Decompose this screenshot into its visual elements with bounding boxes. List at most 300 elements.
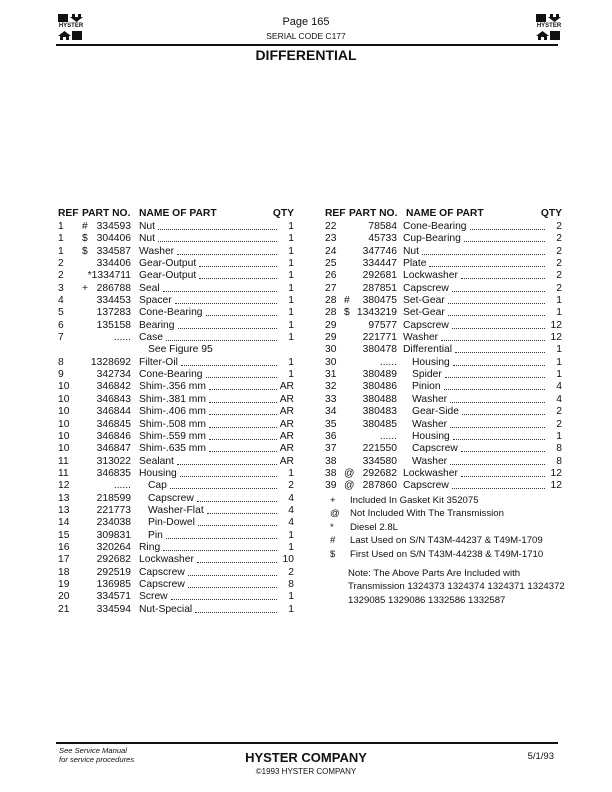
quantity: 2 (556, 245, 562, 257)
dot-leader (158, 241, 277, 242)
part-name-text: Lockwasher (139, 554, 194, 566)
company-name: HYSTER COMPANY (245, 750, 367, 765)
table-row (325, 258, 562, 270)
part-name-text: Gear-Output (139, 270, 197, 282)
ref-number: 37 (325, 443, 337, 455)
part-name (139, 270, 279, 282)
part-number: 334580 (362, 455, 397, 467)
quantity: 12 (550, 319, 562, 331)
ref-number: 22 (325, 221, 337, 232)
part-name (403, 307, 547, 319)
table-row (58, 394, 294, 406)
dot-leader (209, 427, 277, 428)
dot-leader (448, 303, 545, 304)
quantity: 1 (288, 591, 294, 603)
table-row (58, 505, 294, 517)
ref-number: 10 (58, 418, 70, 430)
ref-number: 33 (325, 393, 337, 405)
part-name (403, 320, 547, 332)
part-name (412, 406, 547, 418)
table-row (325, 307, 562, 319)
dot-leader (197, 501, 277, 502)
footnote-symbol: + (330, 495, 336, 506)
table-row (58, 493, 294, 505)
service-line-1: See Service Manual (59, 746, 127, 755)
part-number: 292681 (362, 270, 397, 282)
part-number: 1343219 (356, 307, 397, 319)
table-row (58, 431, 294, 443)
footnote-text: First Used on S/N T43M-44238 & T49M-1710 (350, 548, 544, 560)
part-name (148, 505, 279, 517)
table-row (58, 554, 294, 566)
footnote-symbol: $ (330, 548, 336, 560)
ref-number: 4 (58, 295, 64, 307)
table-row (325, 468, 562, 480)
table-row (58, 530, 294, 542)
ref-number: 25 (325, 258, 337, 270)
revision-date: 5/1/93 (527, 751, 554, 762)
part-number: 334594 (96, 603, 131, 615)
quantity: 1 (556, 307, 562, 319)
ref-number: 1 (58, 245, 64, 257)
part-name (412, 394, 547, 406)
part-name-text: Capscrew (139, 578, 185, 590)
ref-number: 28 (325, 295, 337, 307)
footnote-mark: $ (82, 245, 88, 257)
part-name (412, 357, 547, 369)
part-name (139, 295, 279, 307)
quantity: 1 (288, 221, 294, 232)
ref-number: 15 (58, 529, 70, 541)
part-name (403, 344, 547, 356)
part-number: *1334711 (87, 270, 131, 282)
part-name-text: Capscrew (139, 566, 185, 578)
table-row (58, 468, 294, 480)
dot-leader (209, 451, 277, 452)
part-name (148, 480, 279, 492)
table-row (325, 332, 562, 344)
part-number: 346842 (96, 381, 131, 393)
ref-number: 13 (58, 492, 70, 504)
page-number: Page 165 (282, 16, 330, 28)
dot-leader (177, 254, 277, 255)
part-number: 380488 (362, 393, 397, 405)
part-name (139, 258, 279, 270)
quantity: AR (279, 430, 294, 442)
part-number: 380478 (362, 344, 397, 356)
dot-leader (206, 377, 277, 378)
part-name-text: Spacer (139, 295, 172, 307)
dot-leader (450, 464, 545, 465)
part-name-text: Pin-Dowel (148, 517, 195, 529)
footnote (330, 521, 398, 534)
part-name (139, 443, 279, 455)
footnote-symbol: @ (330, 508, 340, 520)
col-qty: QTY (540, 208, 562, 219)
dot-leader (461, 451, 545, 452)
part-number: 380486 (362, 381, 397, 393)
part-name (403, 332, 547, 344)
table-row (325, 443, 562, 455)
part-name-text: Nut (139, 221, 156, 232)
part-name (412, 381, 547, 393)
col-ref: REF (325, 208, 346, 219)
dot-leader (209, 389, 277, 390)
table-row (325, 295, 562, 307)
table-row (325, 431, 562, 443)
dot-leader (450, 402, 545, 403)
ref-number: 10 (58, 381, 70, 393)
ref-number: 16 (58, 541, 70, 553)
part-name-text: Pinion (412, 381, 441, 393)
table-row (58, 406, 294, 418)
part-number: 346846 (96, 430, 131, 442)
dot-leader (163, 550, 277, 551)
table-row (325, 419, 562, 431)
quantity: 1 (288, 282, 294, 294)
quantity: 12 (550, 480, 562, 492)
part-number: 346845 (96, 418, 131, 430)
ref-number: 31 (325, 369, 337, 381)
quantity: 1 (556, 344, 562, 356)
part-number: 292519 (96, 566, 131, 578)
ref-number: 12 (58, 480, 70, 492)
part-name-text: Capscrew (403, 319, 449, 331)
table-row (325, 456, 562, 468)
dot-leader (199, 278, 277, 279)
ref-number: 26 (325, 270, 337, 282)
ref-number: 6 (58, 319, 64, 331)
part-name-text: Shim-.559 mm (139, 430, 206, 442)
quantity: 1 (288, 233, 294, 245)
part-number: 286788 (96, 282, 131, 294)
part-name (412, 419, 547, 431)
footnote-text: Included In Gasket Kit 352075 (350, 495, 479, 506)
dot-leader (199, 266, 277, 267)
table-row (58, 381, 294, 393)
dot-leader (188, 587, 277, 588)
part-number: 334587 (96, 245, 131, 257)
part-number: 380485 (362, 418, 397, 430)
part-name-text: Housing (412, 430, 450, 442)
part-name-text: Washer (412, 418, 448, 430)
footnote (330, 548, 543, 561)
part-name-text: Lockwasher (403, 467, 458, 479)
table-row (58, 344, 294, 356)
header-divider (56, 44, 558, 46)
part-name-text: Nut-Special (139, 603, 193, 615)
ref-number: 14 (58, 517, 70, 529)
quantity: AR (279, 418, 294, 430)
quantity: 1 (288, 369, 294, 381)
ref-number: 10 (58, 443, 70, 455)
transmission-note: Note: The Above Parts Are Included with Transmission 1324373 1324374 1324371 1324372 1329085 1329086 1332586 1332587 (348, 568, 565, 606)
part-name-text: Cap (148, 480, 167, 492)
part-name (412, 369, 547, 381)
ref-number: 10 (58, 393, 70, 405)
col-name: NAME OF PART (406, 208, 484, 219)
part-name-text: Washer (412, 393, 448, 405)
parts-table-right (325, 208, 562, 493)
footnote-text: Diesel 2.8L (350, 521, 398, 533)
quantity: 12 (550, 332, 562, 344)
table-row (325, 283, 562, 295)
ref-number: 30 (325, 356, 337, 368)
part-name (412, 431, 547, 443)
part-name-text: Bearing (139, 319, 175, 331)
ref-number: 28 (325, 307, 337, 319)
part-name-text: Gear-Output (139, 258, 197, 270)
ref-number: 19 (58, 578, 70, 590)
table-row (325, 381, 562, 393)
part-name-text: Cone-Bearing (139, 307, 203, 319)
part-number: 380475 (362, 295, 397, 307)
part-number: 218599 (96, 492, 131, 504)
part-name-text: Shim-.508 mm (139, 418, 206, 430)
footnote-mark: # (344, 295, 350, 307)
ref-number: 38 (325, 467, 337, 479)
dot-leader (170, 488, 277, 489)
part-name (148, 530, 279, 542)
hyster-logo-right (536, 14, 562, 40)
part-name-text: Capscrew (403, 480, 449, 492)
part-name (139, 394, 279, 406)
dot-leader (180, 476, 277, 477)
ref-number: 7 (58, 332, 64, 344)
parts-table-left (58, 208, 294, 616)
part-name (148, 517, 279, 529)
quantity: 2 (288, 480, 294, 492)
table-row (325, 344, 562, 356)
quantity: 1 (556, 369, 562, 381)
dot-leader (453, 365, 545, 366)
table-row (58, 567, 294, 579)
part-number: 221550 (362, 443, 397, 455)
part-name (403, 468, 547, 480)
dot-leader (207, 513, 277, 514)
table-header (325, 208, 562, 221)
table-row (58, 456, 294, 468)
part-name (148, 493, 279, 505)
table-row (325, 270, 562, 282)
dot-leader (198, 525, 277, 526)
part-name (412, 456, 547, 468)
part-number: 221771 (362, 332, 397, 344)
quantity: 2 (556, 418, 562, 430)
part-name (403, 283, 547, 295)
table-row (58, 480, 294, 492)
ref-number: 1 (58, 221, 64, 232)
dot-leader (175, 303, 277, 304)
quantity: 2 (556, 270, 562, 282)
ref-number: 11 (58, 455, 69, 467)
quantity: 1 (556, 430, 562, 442)
col-part-no: PART NO. (349, 208, 398, 219)
part-name-text: Plate (403, 258, 427, 270)
ref-number: 10 (58, 406, 70, 418)
copyright: ©1993 HYSTER COMPANY (255, 767, 357, 776)
ref-number: 36 (325, 430, 337, 442)
figure-reference: See Figure 95 (148, 344, 213, 356)
quantity: 1 (288, 270, 294, 282)
quantity: 1 (556, 356, 562, 368)
table-row (58, 221, 294, 233)
part-name-text: Gear-Side (412, 406, 459, 418)
part-number: 346843 (96, 393, 131, 405)
dot-leader (177, 464, 277, 465)
ref-number: 20 (58, 591, 70, 603)
table-row (58, 246, 294, 258)
part-name-text: Nut (139, 233, 156, 245)
part-name-text: Capscrew (403, 282, 449, 294)
part-name-text: Case (139, 332, 164, 344)
ref-number: 10 (58, 430, 70, 442)
part-number: 347746 (362, 245, 397, 257)
dot-leader (181, 365, 277, 366)
part-name (403, 480, 547, 492)
ref-number: 2 (58, 258, 64, 270)
part-number: 234038 (96, 517, 131, 529)
part-number: 346835 (96, 467, 131, 479)
quantity: 1 (288, 467, 294, 479)
quantity: AR (279, 381, 294, 393)
part-number: 320264 (96, 541, 131, 553)
table-row (325, 320, 562, 332)
dot-leader (448, 315, 545, 316)
table-row (58, 542, 294, 554)
table-header (58, 208, 294, 221)
footnote (330, 507, 504, 520)
quantity: 1 (288, 356, 294, 368)
quantity: 2 (556, 258, 562, 270)
dot-leader (452, 291, 545, 292)
ref-number: 32 (325, 381, 337, 393)
part-name (139, 307, 279, 319)
dot-leader (209, 439, 277, 440)
part-name (403, 295, 547, 307)
part-name (139, 221, 279, 233)
ref-number: 9 (58, 369, 64, 381)
quantity: AR (279, 393, 294, 405)
dot-leader (470, 229, 545, 230)
dot-leader (422, 254, 545, 255)
part-name (139, 604, 279, 616)
part-number: ...... (113, 332, 131, 344)
dot-leader (158, 229, 277, 230)
dot-leader (429, 266, 545, 267)
quantity: AR (279, 406, 294, 418)
footnote-mark: $ (82, 233, 88, 245)
table-row (58, 517, 294, 529)
part-number: 334593 (96, 221, 131, 232)
part-number: 135158 (96, 319, 131, 331)
ref-number: 5 (58, 307, 64, 319)
dot-leader (178, 328, 278, 329)
dot-leader (461, 476, 545, 477)
footnote (330, 534, 543, 547)
dot-leader (166, 340, 277, 341)
hyster-logo-left (58, 14, 84, 40)
ref-number: 34 (325, 406, 337, 418)
quantity: 1 (288, 295, 294, 307)
part-name-text: Seal (139, 282, 160, 294)
table-row (325, 357, 562, 369)
table-row (58, 307, 294, 319)
table-row (58, 579, 294, 591)
part-name (403, 246, 547, 258)
footnote-mark: @ (344, 480, 355, 492)
table-row (58, 258, 294, 270)
part-name (403, 221, 547, 233)
part-name-text: Housing (139, 467, 177, 479)
dot-leader (166, 538, 277, 539)
footnote-text: Not Included With The Transmission (350, 508, 504, 520)
ref-number: 18 (58, 566, 70, 578)
part-name-text: Capscrew (412, 443, 458, 455)
ref-number: 29 (325, 332, 337, 344)
dot-leader (464, 241, 545, 242)
quantity: 2 (556, 221, 562, 232)
dot-leader (452, 488, 545, 489)
table-row (58, 369, 294, 381)
col-ref: REF (58, 208, 79, 219)
part-number: 292682 (362, 467, 397, 479)
ref-number: 29 (325, 319, 337, 331)
part-number: 287851 (362, 282, 397, 294)
ref-number: 23 (325, 233, 337, 245)
table-row (325, 406, 562, 418)
quantity: 8 (288, 578, 294, 590)
part-number: 334571 (96, 591, 131, 603)
part-name (139, 320, 279, 332)
part-name-text: Cone-Bearing (403, 221, 467, 232)
part-number: 287860 (362, 480, 397, 492)
part-name-text: Shim-.406 mm (139, 406, 206, 418)
part-name-text: Cup-Bearing (403, 233, 461, 245)
part-name (412, 443, 547, 455)
table-row (58, 591, 294, 603)
quantity: 8 (556, 443, 562, 455)
quantity: 1 (556, 295, 562, 307)
part-name (139, 357, 279, 369)
ref-number: 17 (58, 554, 70, 566)
table-row (58, 295, 294, 307)
dot-leader (197, 562, 277, 563)
footnote-mark: + (82, 282, 89, 294)
part-name (139, 542, 279, 554)
part-number: 346844 (96, 406, 131, 418)
quantity: AR (279, 443, 294, 455)
logo-text: HYSTER (58, 23, 84, 29)
table-row (325, 480, 562, 492)
part-name (139, 468, 279, 480)
ref-number: 24 (325, 245, 337, 257)
ref-number: 1 (58, 233, 64, 245)
part-number: 97577 (368, 319, 397, 331)
footnote (330, 494, 479, 507)
footnote-symbol: # (330, 535, 336, 547)
part-name (403, 270, 547, 282)
quantity: 1 (288, 319, 294, 331)
part-name (403, 258, 547, 270)
ref-number: 3 (58, 282, 64, 294)
dot-leader (441, 340, 545, 341)
ref-number: 30 (325, 344, 337, 356)
logo-text: HYSTER (536, 23, 562, 29)
quantity: 1 (288, 307, 294, 319)
dot-leader (171, 599, 277, 600)
quantity: 1 (288, 529, 294, 541)
